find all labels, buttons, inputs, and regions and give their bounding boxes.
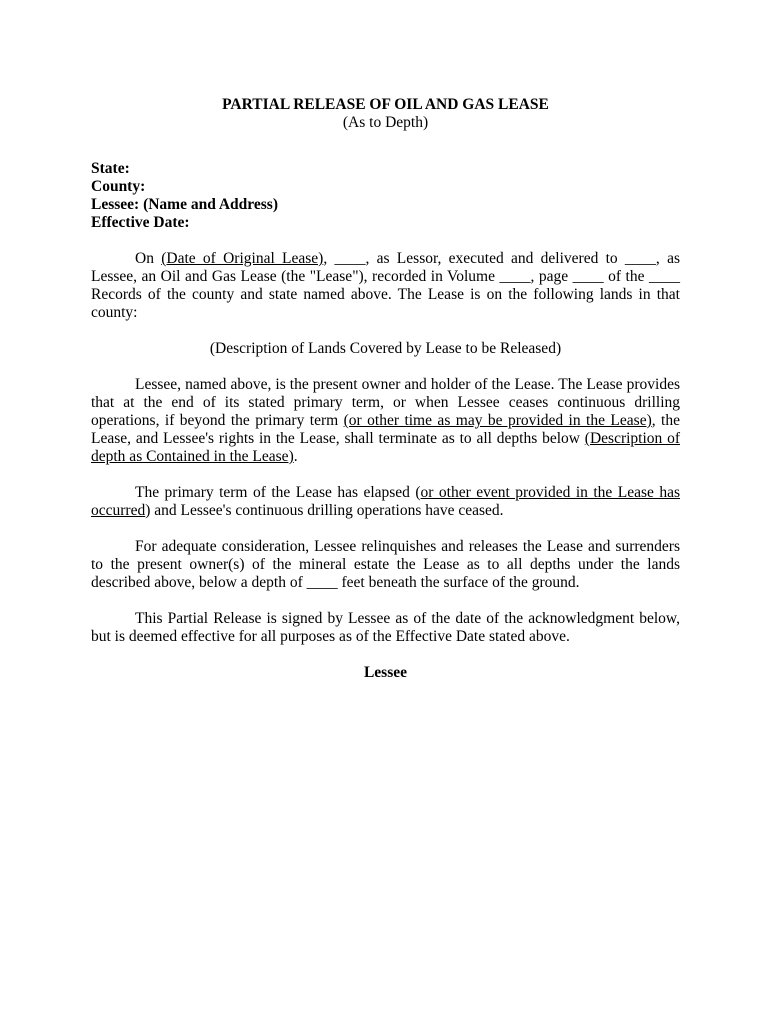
county-field: County: — [91, 178, 146, 195]
document-title: PARTIAL RELEASE OF OIL AND GAS LEASE — [222, 96, 549, 113]
p4-text-b: ) and Lessee's continuous drilling operations have ceased. — [145, 502, 504, 519]
p3-text-c: . — [293, 448, 298, 465]
paragraph-original-lease — [91, 250, 680, 322]
p1-underlined-date: (Date of Original Lease) — [161, 250, 324, 267]
paragraph-signing: This Partial Release is signed by Lessee as of the date of the acknowledgment below, but is deemed effective for all purposes as of the Effective Date stated above. — [91, 610, 680, 645]
p3-text-b: , the Lease, and Lessee's rights in the Lease, shall terminate as to all depths below — [91, 412, 680, 447]
paragraph-primary-term — [91, 484, 680, 520]
paragraph-consideration: For adequate consideration, Lessee relinquishes and releases the Lease and surrenders to the present owner(s) of the mineral estate the Lease as to all depths under the lands described above, below a depth of ____ feet beneath the surface of the ground. — [91, 538, 680, 591]
lessee-field: Lessee: (Name and Address) — [91, 196, 278, 213]
p3-text-a: Lessee, named above, is the present owner and holder of the Lease. The Lease provides that at the end of its stated primary term, or when Lessee ceases continuous drilling operations, if beyond the primary term — [91, 376, 680, 429]
p3-underlined-time: (or other time as may be provided in the Lease) — [343, 412, 652, 429]
paragraph-land-description: (Description of Lands Covered by Lease to be Released) — [209, 340, 562, 357]
p1-text-a: On — [135, 250, 162, 267]
document-subtitle: (As to Depth) — [342, 114, 429, 131]
p1-text-b: , ____, as Lessor, executed and delivered to ____, as Lessee, an Oil and Gas Lease (the "Lease"), recorded in Volume ____, page ____ of the ____ Records of the county and state named above. The Lease is on the following lands in that county: — [91, 250, 680, 321]
state-field: State: — [91, 160, 130, 177]
header-fields — [91, 160, 680, 232]
p3-underlined-depth: (Description of depth as Contained in the Lease) — [91, 430, 681, 465]
p4-text-a: The primary term of the Lease has elapsed ( — [135, 484, 421, 501]
p4-underlined-event: or other event provided in the Lease has occurred — [91, 484, 680, 519]
paragraph-lease-terms — [91, 376, 680, 466]
document-body — [91, 96, 680, 682]
effective-date-field: Effective Date: — [91, 214, 190, 231]
signature-label: Lessee — [363, 664, 408, 681]
